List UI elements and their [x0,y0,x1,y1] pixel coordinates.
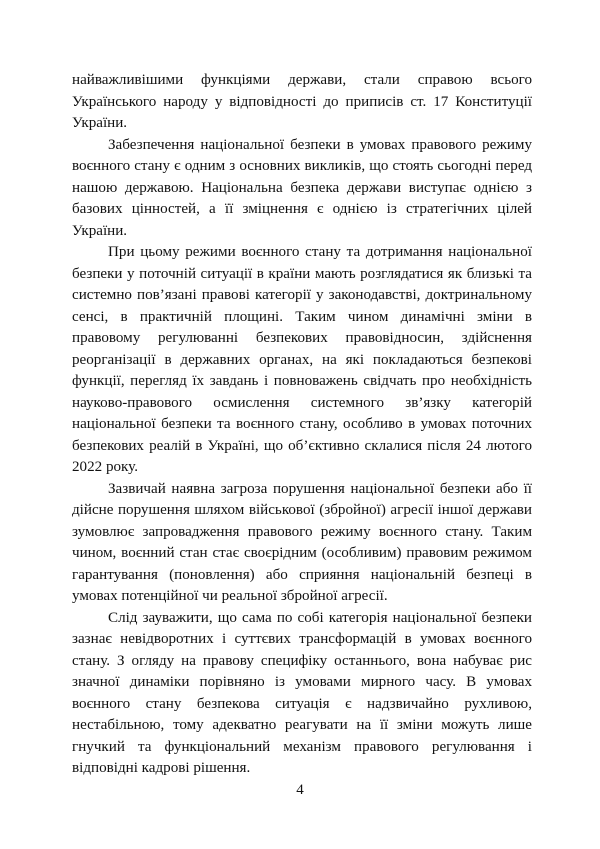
page-number: 4 [296,782,304,798]
paragraph: Забезпечення національної безпеки в умовах правового режиму воєнного стану є одним з основних викликів, що стоять сьогодні перед нашою державою. Національна безпека держави виступає однією з базових цінностей, а її зміцнення є однією із стратегічних цілей України. [72,136,532,239]
paragraph: При цьому режими воєнного стану та дотримання національної безпеки у поточній ситуації в країни мають розглядатися як близькі та системно пов’язані правові категорії у законодавстві, доктринальному сенсі, в практичній площині. Таким чином динамічні зміни в правовому регулюванні безпекових правовідносин, здійснення реорганізації в державних органах, на які покладаються безпекові функції, перегляд їх завдань і повноважень свідчать про необхідність науково-правового осмислення системного зв’язку категорій національної безпеки та воєнного стану, особливо в умовах поточних безпекових реалій в Україні, що об’єктивно склалися після 24 лютого 2022 року. [72,244,532,475]
paragraph: Зазвичай наявна загроза порушення національної безпеки або її дійсне порушення шляхом військової (збройної) агресії іншої держави зумовлює запровадження правового режиму воєнного стану. Таким чином, воєнний стан стає своєрідним (особливим) правовим режимом гарантування (поновлення) або сприяння національній безпеці в умовах потенційної чи реальної збройної агресії. [72,480,532,604]
body-text [72,70,532,780]
paragraph: Слід зауважити, що сама по собі категорія національної безпеки зазнає невідворотних і суттєвих трансформацій в умовах воєнного стану. З огляду на правову специфіку останнього, вона набуває рис значної динаміки порівняно із умовами мирного часу. В умовах воєнного стану безпекова ситуація є надзвичайно рухливою, нестабільною, тому адекватно реагувати на її зміни можуть лише гнучкий та функціональний механізм правового регулювання і відповідні кадрові рішення. [72,609,532,776]
paragraph: найважливішими функціями держави, стали справою всього Українського народу у відповідності до приписів ст. 17 Конституції України. [72,72,532,131]
